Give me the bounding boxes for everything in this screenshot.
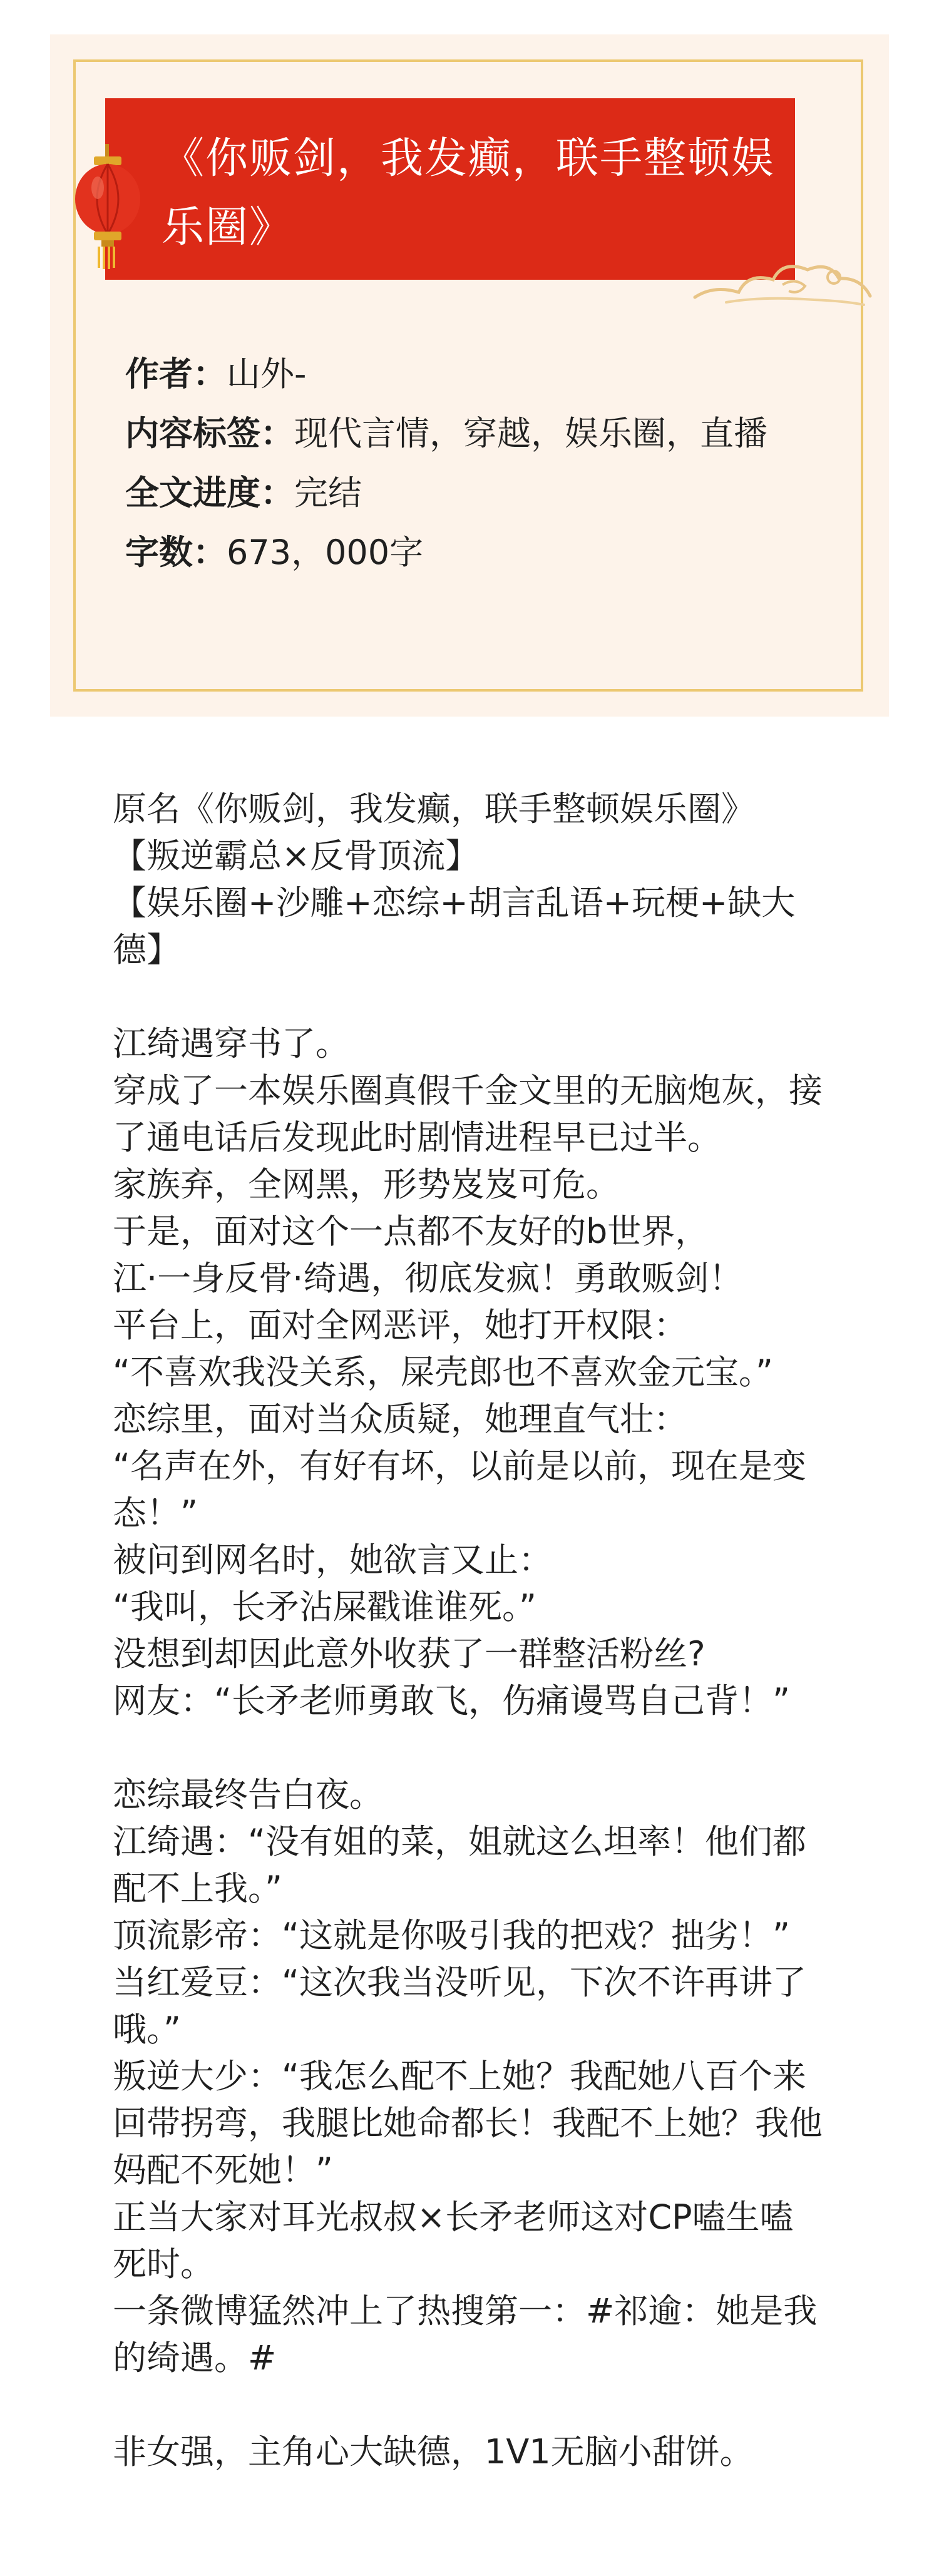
text-line: 江·一身反骨·绮遇，彻底发疯！勇敢贩剑！ xyxy=(113,1259,743,1298)
text-line: 被问到网名时，她欲言又止： xyxy=(113,1540,552,1580)
intro-paragraph xyxy=(113,785,826,973)
text-line: 没想到却因此意外收获了一群整活粉丝? xyxy=(113,1634,706,1674)
cloud-decoration-icon xyxy=(689,247,876,310)
lantern-icon xyxy=(74,144,143,269)
text-line: 非女强，主角心大缺德，1V1无脑小甜饼。 xyxy=(113,2432,754,2471)
word-count-label: 字数： xyxy=(125,533,227,572)
word-count-row xyxy=(125,523,826,582)
word-count-value: 673，000字 xyxy=(227,533,424,572)
text-line: 顶流影帝：“这就是你吸引我的把戏？拙劣！” xyxy=(113,1916,790,1955)
book-meta xyxy=(125,344,826,582)
paragraph-gap xyxy=(113,2381,826,2428)
story-paragraph-1 xyxy=(113,1020,826,1724)
progress-value: 完结 xyxy=(294,473,362,513)
text-line: “我叫，长矛沾屎戳谁谁死。” xyxy=(113,1587,536,1627)
author-label: 作者： xyxy=(125,354,227,394)
text-line: 江绮遇：“没有姐的菜，姐就这么坦率！他们都配不上我。” xyxy=(113,1822,806,1908)
text-line: 【娱乐圈+沙雕+恋综+胡言乱语+玩梗+缺大德】 xyxy=(113,883,796,969)
text-line: 江绮遇穿书了。 xyxy=(113,1024,349,1063)
progress-row xyxy=(125,463,826,523)
text-line: 【叛逆霸总×反骨顶流】 xyxy=(113,836,480,876)
progress-label: 全文进度： xyxy=(125,473,294,513)
tags-value: 现代言情，穿越，娱乐圈，直播 xyxy=(294,414,767,453)
text-line: 原名《你贩剑，我发癫，联手整顿娱乐圈》 xyxy=(113,789,755,829)
text-line: 一条微博猛然冲上了热搜第一：#祁逾：她是我的绮遇。# xyxy=(113,2291,818,2378)
text-line: 家族弃，全网黑，形势岌岌可危。 xyxy=(113,1165,620,1204)
author-row xyxy=(125,344,826,404)
text-line: “不喜欢我没关系，屎壳郎也不喜欢金元宝。” xyxy=(113,1352,773,1392)
text-line: 穿成了一本娱乐圈真假千金文里的无脑炮灰，接了通电话后发现此时剧情进程早已过半。 xyxy=(113,1071,823,1157)
text-line: 于是，面对这个一点都不友好的b世界， xyxy=(113,1212,709,1251)
story-paragraph-2 xyxy=(113,1771,826,2381)
book-title: 《你贩剑，我发癫，联手整顿娱乐圈》 xyxy=(162,134,776,252)
book-info-card xyxy=(50,34,889,717)
text-line: 当红爱豆：“这次我当没听见，下次不许再讲了哦。” xyxy=(113,1963,806,2049)
text-line: 网友：“长矛老师勇敢飞，伤痛谩骂自己背！” xyxy=(113,1681,790,1720)
text-line: 平台上，面对全网恶评，她打开权限： xyxy=(113,1306,687,1345)
synopsis xyxy=(113,785,826,2475)
author-value: 山外- xyxy=(227,354,307,394)
text-line: 恋综里，面对当众质疑，她理直气壮： xyxy=(113,1399,687,1439)
text-line: 正当大家对耳光叔叔×长矛老师这对CP嗑生嗑死时。 xyxy=(113,2197,794,2284)
text-line: 叛逆大少：“我怎么配不上她？我配她八百个来回带拐弯，我腿比她命都长！我配不上她？我他妈配不死她！” xyxy=(113,2057,823,2190)
paragraph-gap xyxy=(113,1724,826,1771)
tags-row xyxy=(125,404,826,463)
text-line: 恋综最终告白夜。 xyxy=(113,1775,383,1814)
summary-paragraph xyxy=(113,2428,826,2475)
paragraph-gap xyxy=(113,973,826,1020)
text-line: “名声在外，有好有坏，以前是以前，现在是变态！” xyxy=(113,1446,806,1533)
tags-label: 内容标签： xyxy=(125,414,294,453)
